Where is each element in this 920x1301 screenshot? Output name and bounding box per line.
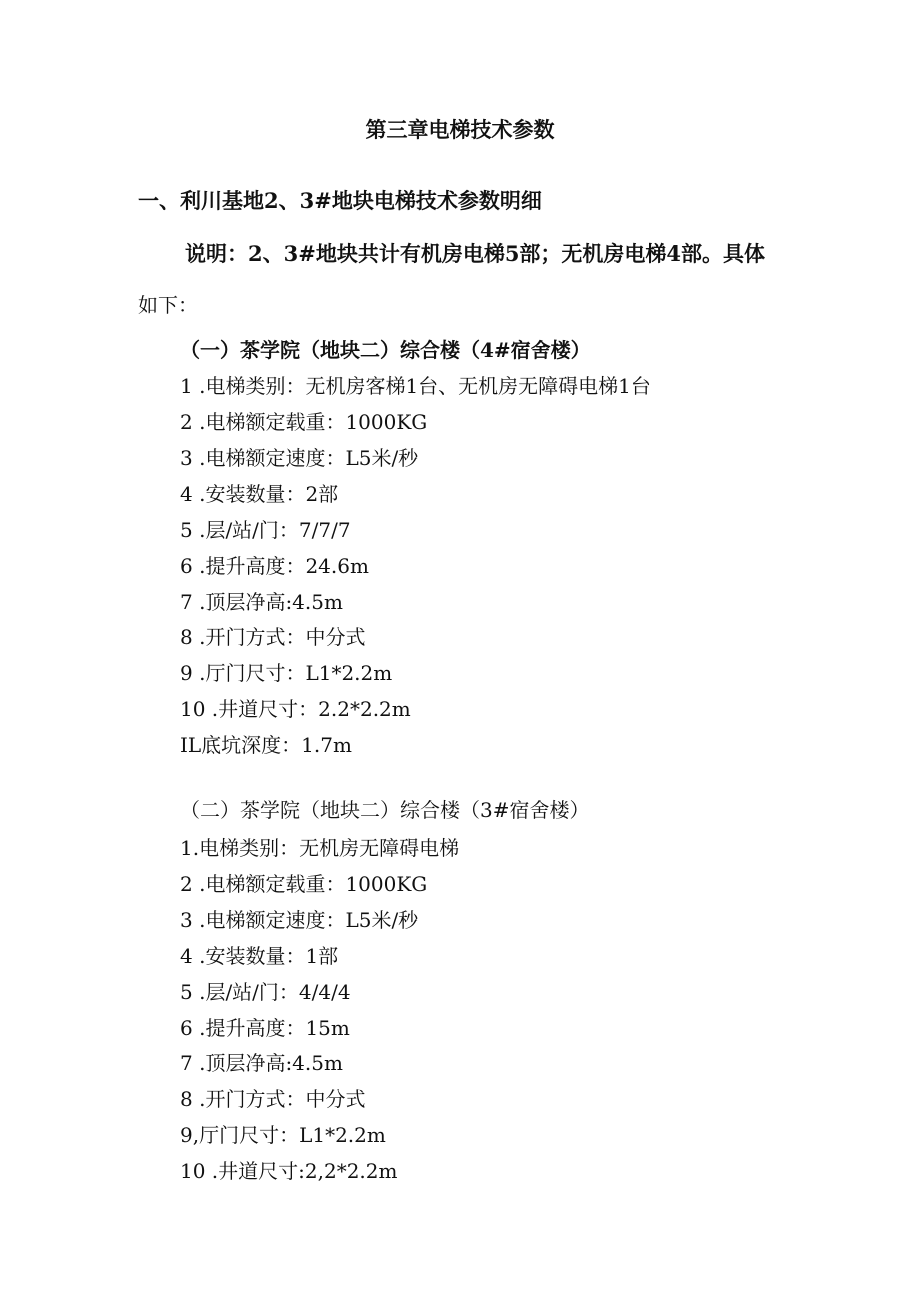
subsection2-title: （二）茶学院（地块二）综合楼（3#宿舍楼） — [180, 798, 590, 822]
sub2-param-item: 10 .井道尺寸:2,2*2.2m — [180, 1159, 398, 1183]
subsection1-title: （一）茶学院（地块二）综合楼（4#宿舍楼） — [180, 338, 591, 362]
sub1-param-item: 3 .电梯额定速度：L5米/秒 — [180, 446, 419, 470]
sub2-param-item: 9,厅门尺寸：L1*2.2m — [180, 1123, 386, 1147]
sub1-param-item: 1 .电梯类别：无机房客梯1台、无机房无障碍电梯1台 — [180, 374, 651, 398]
sub2-param-item: 6 .提升高度：15m — [180, 1016, 350, 1040]
chapter-title: 第三章电梯技术参数 — [365, 117, 555, 142]
sub2-param-item: 2 .电梯额定载重：1000KG — [180, 872, 428, 896]
sub2-param-item: 3 .电梯额定速度：L5米/秒 — [180, 908, 419, 932]
sub1-param-item: 10 .井道尺寸：2.2*2.2m — [180, 697, 411, 721]
sub1-param-item: 5 .层/站/门：7/7/7 — [180, 518, 351, 542]
sub1-param-item: 7 .顶层净高:4.5m — [180, 590, 343, 614]
sub2-param-item: 5 .层/站/门：4/4/4 — [180, 980, 351, 1004]
note-text-line1: 说明：2、3#地块共计有机房电梯5部；无机房电梯4部。具体 — [185, 241, 766, 266]
section-title: 一、利川基地2、3#地块电梯技术参数明细 — [138, 188, 542, 213]
sub2-param-item: 7 .顶层净高:4.5m — [180, 1051, 343, 1075]
sub1-param-item: 8 .开门方式：中分式 — [180, 625, 366, 649]
sub1-param-item: IL底坑深度：1.7m — [180, 733, 352, 757]
sub1-param-item: 2 .电梯额定载重：1000KG — [180, 410, 428, 434]
sub2-param-item: 4 .安装数量：1部 — [180, 944, 339, 968]
sub2-param-item: 1.电梯类别：无机房无障碍电梯 — [180, 836, 460, 860]
sub1-param-item: 6 .提升高度：24.6m — [180, 554, 369, 578]
note-text-line2: 如下： — [138, 293, 198, 317]
sub2-param-item: 8 .开门方式：中分式 — [180, 1087, 366, 1111]
sub1-param-item: 4 .安装数量：2部 — [180, 482, 339, 506]
sub1-param-item: 9 .厅门尺寸：L1*2.2m — [180, 661, 393, 685]
